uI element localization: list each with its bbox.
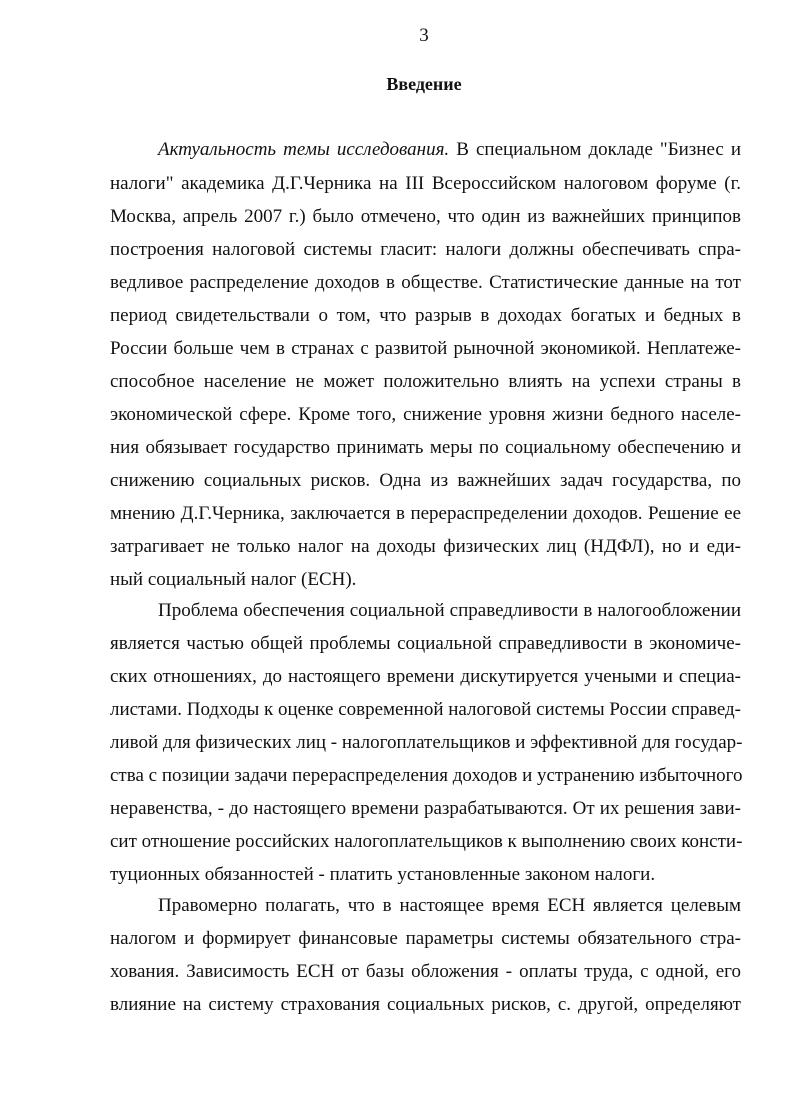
text-line: неравенства, - до настоящего времени разрабатываются. От их решения зави- bbox=[110, 798, 741, 819]
text-line: ния обязывает государство принимать меры по социальному обеспечению и bbox=[110, 437, 741, 458]
text-line: период свидетельствали о том, что разрыв в доходах богатых и бедных в bbox=[110, 305, 741, 326]
paragraph-3-line-1: Правомерно полагать, что в настоящее время ЕСН является целевым bbox=[158, 895, 741, 916]
text-line: построения налоговой системы гласит: налоги должны обеспечивать спра- bbox=[110, 239, 741, 260]
text-line: способное население не может положительно влиять на успехи страны в bbox=[110, 371, 741, 392]
text-line: Москва, апрель 2007 г.) было отмечено, что один из важнейших принципов bbox=[110, 206, 741, 227]
text-line: является частью общей проблемы социальной справедливости в экономиче- bbox=[110, 633, 741, 654]
paragraph-1-line-1: Актуальность темы исследования. В специальном докладе "Бизнес и bbox=[158, 139, 742, 160]
text-line: экономической сфере. Кроме того, снижение уровня жизни бедного населе- bbox=[110, 404, 741, 425]
text-line: влияние на систему страхования социальных рисков, с. другой, определяют bbox=[110, 994, 741, 1015]
text-line: затрагивает не только налог на доходы физических лиц (НДФЛ), но и еди- bbox=[110, 536, 741, 557]
text-line: туционных обязанностей - платить установленные законом налоги. bbox=[110, 864, 656, 885]
text-line: ведливое распределение доходов в обществе. Статистические данные на тот bbox=[110, 272, 741, 293]
text-line: сит отношение российских налогоплательщиков к выполнению своих консти- bbox=[110, 831, 743, 852]
text-line: налоги" академика Д.Г.Черника на III Всероссийском налоговом форуме (г. bbox=[110, 173, 741, 194]
text-line: листами. Подходы к оценке современной налоговой системы России справед- bbox=[110, 699, 741, 720]
paragraph-2-line-1: Проблема обеспечения социальной справедливости в налогообложении bbox=[158, 600, 741, 621]
text-line: хования. Зависимость ЕСН от базы обложения - оплаты труда, с одной, его bbox=[110, 961, 741, 982]
text-line: России больше чем в странах с развитой рыночной экономикой. Неплатеже- bbox=[110, 338, 741, 359]
section-heading: Введение bbox=[386, 74, 462, 94]
lead-italic-phrase: Актуальность темы исследования. bbox=[158, 139, 450, 160]
text-line: ских отношениях, до настоящего времени дискутируется учеными и специа- bbox=[110, 666, 741, 687]
text-line: ный социальный налог (ЕСН). bbox=[110, 569, 357, 590]
text-line: налогом и формирует финансовые параметры системы обязательного стра- bbox=[110, 928, 741, 949]
text-line: мнению Д.Г.Черника, заключается в перераспределении доходов. Решение ее bbox=[110, 503, 741, 524]
text-line: ства с позиции задачи перераспределения доходов и устранению избыточного bbox=[110, 765, 743, 786]
page-number: 3 bbox=[419, 25, 429, 46]
text-line: снижению социальных рисков. Одна из важнейших задач государства, по bbox=[110, 470, 741, 491]
text-line: ливой для физических лиц - налогоплательщиков и эффективной для государ- bbox=[110, 732, 743, 753]
